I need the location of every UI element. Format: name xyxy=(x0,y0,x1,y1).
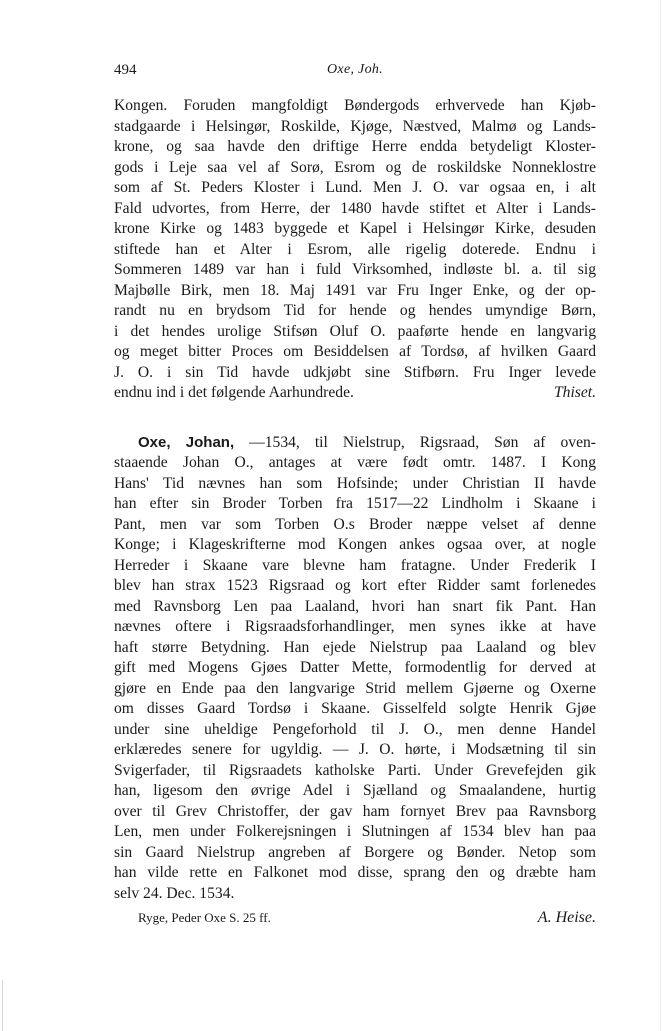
entry1-line: som af St. Peders Kloster i Lund. Men J. O. var ogsaa en, i alt xyxy=(114,179,596,196)
entry2-line: gjøre en Ende paa den langvarige Strid mellem Gjøerne og Oxerne xyxy=(114,679,596,697)
entry1-line: Fald udvortes, from Herre, der 1480 havde stiftet et Alter i Lands- xyxy=(114,199,596,217)
scan-edge-mark xyxy=(2,980,3,1031)
entry2-line: Svigerfader, til Rigsraadets katholske Parti. Under Grevefejden gik xyxy=(114,761,596,779)
entry1-line: Kongen. Foruden mangfoldigt Bøndergods erhvervede han Kjøb- xyxy=(114,97,596,114)
entry-oxe-johan-1534 xyxy=(114,453,596,884)
entry2-line: om disses Gaard Tordsø i Skaane. Gisselfeld solgte Henrik Gjøe xyxy=(114,700,596,717)
entry2-line: Hans' Tid nævnes han som Hofsinde; under Christian II havde xyxy=(114,474,596,492)
entry1-line: stadgaarde i Helsingør, Roskilde, Kjøge, Næstved, Malmø og Lands- xyxy=(114,117,596,135)
entry2-line: under sine uheldige Pengeforhold til J. O., men denne Handel xyxy=(114,720,596,738)
entry1-line: J. O. i sin Tid havde udkjøbt sine Stifbørn. Fru Inger levede xyxy=(114,363,596,381)
entry1-last-line: endnu ind i det følgende Aarhundrede. xyxy=(114,384,354,401)
entry-oxe-johan-continued xyxy=(114,96,596,383)
entry2-last-line: selv 24. Dec. 1534. xyxy=(114,884,235,902)
entry2-first-line-rest: —1534, til Nielstrup, Rigsraad, Søn af oven- xyxy=(234,433,596,451)
entry1-line: i det hendes urolige Stifsøn Oluf O. paaførte hende en langvarig xyxy=(114,322,596,340)
entry2-first-line xyxy=(114,433,596,454)
entry1-closing-line xyxy=(114,383,596,404)
entry2-footer xyxy=(114,906,596,930)
entry2-line: staaende Johan O., antages at være født omtr. 1487. I Kong xyxy=(114,454,596,471)
entry1-line: Majbølle Birk, men 18. Maj 1491 var Fru Inger Enke, og der op- xyxy=(114,281,596,299)
running-head: Oxe, Joh. xyxy=(327,62,383,77)
entry1-signature: Thiset. xyxy=(553,384,596,401)
entry2-line: gift med Mogens Gjøes Datter Mette, formodentlig for derved at xyxy=(114,659,596,676)
entry2-author: A. Heise. xyxy=(537,909,596,926)
entry2-references: Ryge, Peder Oxe S. 25 ff. xyxy=(138,910,271,925)
entry2-line: han vilde rette en Falkonet mod disse, sprang den og dræbte ham xyxy=(114,864,596,881)
entry2-headword: Oxe, Johan, xyxy=(138,433,235,451)
entry1-line: randt nu en brydsom Tid for hende og hendes umyndige Børn, xyxy=(114,302,596,319)
entry2-line: Len, men under Folkerejsningen i Slutningen af 1534 blev han paa xyxy=(114,823,596,840)
entry-separator xyxy=(114,404,596,433)
entry1-line: Sommeren 1489 var han i fuld Virksomhed, indløste bl. a. til sig xyxy=(114,261,596,278)
entry2-line: over til Grev Christoffer, der gav ham fornyet Brev paa Ravnsborg xyxy=(114,802,596,820)
entry2-line: nævnes oftere i Rigsraadsforhandlinger, men synes ikke at have xyxy=(114,618,596,635)
entry2-line: han efter sin Broder Torben fra 1517—22 Lindholm i Skaane i xyxy=(114,495,596,512)
page-header xyxy=(114,62,596,84)
entry2-line: blev han strax 1523 Rigsraad og kort efter Ridder samt forlenedes xyxy=(114,577,596,594)
entry2-line: erklæredes senere for ugyldig. — J. O. hørte, i Modsætning til sin xyxy=(114,741,596,758)
entry2-line: med Ravnsborg Len paa Laaland, hvori han snart fik Pant. Han xyxy=(114,597,596,615)
entry1-line: krone Kirke og 1483 byggede et Kapel i Helsingør Kirke, desuden xyxy=(114,220,596,237)
entry1-line: og meget bitter Proces om Besiddelsen af Tordsø, af hvilken Gaard xyxy=(114,343,596,360)
entry1-line: krone, og saa havde den driftige Herre endda betydeligt Kloster- xyxy=(114,138,596,155)
text-block xyxy=(114,96,596,930)
entry2-line: sin Gaard Nielstrup angreben af Borgere og Bønder. Netop som xyxy=(114,843,596,861)
entry2-line: Pant, men var som Torben O.s Broder næppe velset af denne xyxy=(114,515,596,533)
entry2-line: Herreder i Skaane vare blevne ham fratagne. Under Frederik I xyxy=(114,556,596,574)
page-number: 494 xyxy=(114,62,137,78)
scan-edge-mark-right xyxy=(660,0,661,1031)
entry2-line: han, ligesom den øvrige Adel i Sjælland og Smaalandene, hurtig xyxy=(114,782,596,799)
entry1-line: stiftede han et Alter i Esrom, alle rigelig doterede. Endnu i xyxy=(114,240,596,258)
entry2-line: Konge; i Klageskrifterne mod Kongen ankes ogsaa over, at nogle xyxy=(114,536,596,553)
entry2-line: haft større Betydning. Han ejede Nielstrup paa Laaland og blev xyxy=(114,638,596,656)
entry1-line: gods i Leje saa vel af Sorø, Esrom og de roskildske Nonneklostre xyxy=(114,158,596,176)
